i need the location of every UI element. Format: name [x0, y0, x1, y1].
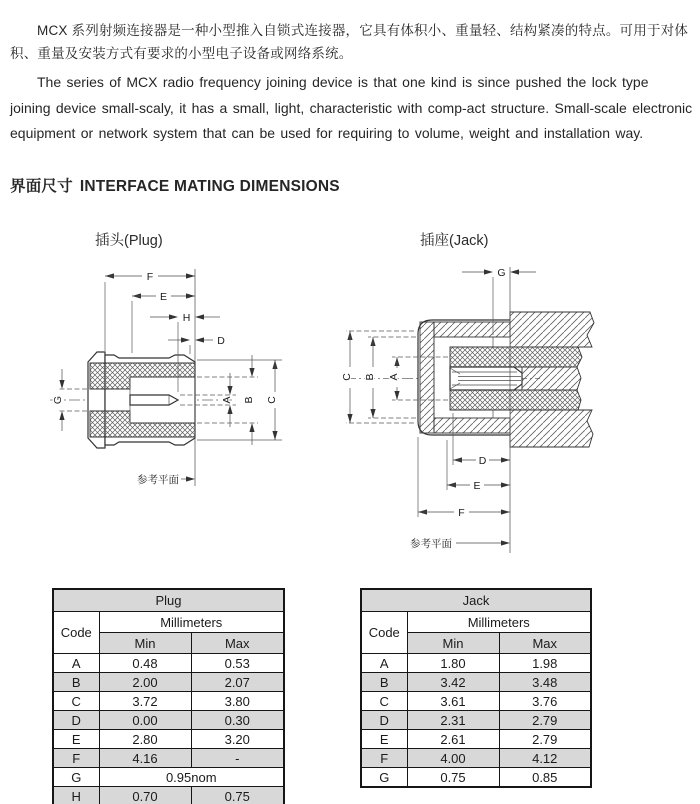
- dim-max-cell: 2.79: [499, 711, 591, 730]
- jack-socket-contact: [450, 367, 522, 390]
- jack-dim-label-e: E: [473, 480, 481, 492]
- plug-dim-label-h: H: [182, 312, 191, 324]
- plug-center-pin: [130, 395, 178, 405]
- dim-max-cell: -: [191, 749, 284, 768]
- jack-dimensions-table: [360, 588, 592, 788]
- plug-dim-label-c: C: [266, 396, 278, 404]
- section-heading-en: INTERFACE MATING DIMENSIONS: [79, 178, 340, 195]
- dim-max-cell: 0.85: [499, 768, 591, 788]
- jack-dim-label-b: B: [364, 373, 376, 381]
- dim-code-cell: G: [53, 768, 99, 787]
- table-row: [361, 730, 591, 749]
- plug-ref-plane-label: 参考平面: [137, 474, 179, 486]
- plug-drawing-title: 插头(Plug): [95, 233, 163, 249]
- dim-code-cell: E: [361, 730, 407, 749]
- table-row: [53, 654, 284, 673]
- table-row: [53, 768, 284, 787]
- dim-min-cell: 0.75: [407, 768, 499, 788]
- jack-back-wall: [420, 322, 434, 433]
- table-row: [361, 692, 591, 711]
- dim-max-cell: 1.98: [499, 654, 591, 673]
- dim-max-cell: 3.76: [499, 692, 591, 711]
- dim-min-cell: 4.16: [99, 749, 191, 768]
- dim-max-cell: 3.80: [191, 692, 284, 711]
- dim-code-cell: F: [361, 749, 407, 768]
- jack-shell-bottom-wall: [434, 418, 510, 433]
- table-row: [361, 673, 591, 692]
- jack-dim-label-a: A: [388, 373, 400, 381]
- jack-shell-top-wall: [434, 322, 510, 337]
- jack-insulator-top: [450, 347, 582, 367]
- dim-max-cell: 2.79: [499, 730, 591, 749]
- code-header: Code: [361, 612, 407, 654]
- table-row: [53, 673, 284, 692]
- table-title: Jack: [361, 589, 591, 612]
- dim-min-cell: 1.80: [407, 654, 499, 673]
- dim-min-cell: 2.00: [99, 673, 191, 692]
- dim-min-cell: 2.80: [99, 730, 191, 749]
- dim-max-cell: 3.20: [191, 730, 284, 749]
- table-row: [361, 654, 591, 673]
- dim-code-cell: E: [53, 730, 99, 749]
- jack-cross-section-drawing: [340, 255, 670, 570]
- plug-dim-label-a: A: [221, 396, 233, 404]
- dim-code-cell: B: [361, 673, 407, 692]
- jack-dim-label-c: C: [341, 373, 353, 381]
- dim-code-cell: C: [53, 692, 99, 711]
- section-heading-cn: 界面尺寸: [10, 178, 73, 195]
- dim-min-cell: 2.31: [407, 711, 499, 730]
- dim-max-cell: 2.07: [191, 673, 284, 692]
- dim-code-cell: A: [361, 654, 407, 673]
- unit-header: Millimeters: [407, 612, 591, 633]
- panel-block-bottom: [510, 410, 593, 447]
- dim-code-cell: D: [53, 711, 99, 730]
- jack-drawing-title: 插座(Jack): [420, 233, 489, 249]
- unit-header: Millimeters: [99, 612, 284, 633]
- dim-code-cell: C: [361, 692, 407, 711]
- plug-dim-label-f: F: [146, 271, 154, 283]
- dim-code-cell: D: [361, 711, 407, 730]
- dim-min-cell: 2.61: [407, 730, 499, 749]
- min-header: Min: [99, 633, 191, 654]
- dim-code-cell: B: [53, 673, 99, 692]
- max-header: Max: [191, 633, 284, 654]
- jack-dim-F: [418, 437, 510, 519]
- min-header: Min: [407, 633, 499, 654]
- table-row: [361, 749, 591, 768]
- dim-max-cell: 0.75: [191, 787, 284, 804]
- jack-dim-label-d: D: [478, 455, 487, 467]
- plug-dim-label-e: E: [159, 291, 168, 303]
- table-title-row: [53, 589, 284, 612]
- jack-ref-plane-label: 参考平面: [410, 538, 452, 550]
- table-row: [53, 749, 284, 768]
- plug-dim-label-g: G: [52, 395, 64, 405]
- jack-insulator-bottom: [450, 390, 581, 410]
- dim-min-cell: 0.00: [99, 711, 191, 730]
- dim-min-cell: 3.42: [407, 673, 499, 692]
- dim-span-cell: 0.95nom: [99, 768, 284, 787]
- panel-block-top: [510, 312, 594, 347]
- plug-dim-label-d: D: [217, 335, 225, 347]
- dim-code-cell: F: [53, 749, 99, 768]
- dim-min-cell: 0.70: [99, 787, 191, 804]
- dim-min-cell: 0.48: [99, 654, 191, 673]
- dim-min-cell: 3.61: [407, 692, 499, 711]
- dim-min-cell: 4.00: [407, 749, 499, 768]
- table-title-row: [361, 589, 591, 612]
- table-row: [53, 730, 284, 749]
- table-row: [53, 692, 284, 711]
- dim-max-cell: 4.12: [499, 749, 591, 768]
- jack-dielectric-mid: [522, 367, 581, 390]
- table-title: Plug: [53, 589, 284, 612]
- table-unit-row: [361, 612, 591, 633]
- table-unit-row: [53, 612, 284, 633]
- jack-dim-C: [341, 331, 414, 423]
- code-header: Code: [53, 612, 99, 654]
- table-row: [361, 768, 591, 788]
- plug-dim-D: [168, 335, 225, 354]
- section-heading: [10, 174, 340, 196]
- dim-code-cell: G: [361, 768, 407, 788]
- plug-body: [88, 352, 195, 448]
- dim-max-cell: 0.30: [191, 711, 284, 730]
- dim-code-cell: H: [53, 787, 99, 804]
- intro-paragraph-english: The series of MCX radio frequency joining device is that one kind is since pushed the lock type joining device small-scaly, it has a small, light, characteristic with comp-act structure. Small-scale electronic equipment or network system that can be used for requiring to volume, weight and installation way.: [10, 74, 693, 141]
- plug-cross-section-drawing: [30, 255, 330, 500]
- dim-max-cell: 0.53: [191, 654, 284, 673]
- plug-dim-label-b: B: [243, 396, 255, 404]
- dim-code-cell: A: [53, 654, 99, 673]
- intro-paragraph-chinese: MCX 系列射频连接器是一种小型推入自锁式连接器，它具有体积小、重量轻、结构紧凑的特点。可用于对体积、重量及安装方式有要求的小型电子设备或网络系统。: [10, 22, 689, 61]
- jack-dim-label-f: F: [458, 507, 465, 519]
- table-row: [53, 711, 284, 730]
- table-row: [53, 787, 284, 804]
- jack-dim-label-g: G: [497, 267, 506, 279]
- plug-dimensions-table: [52, 588, 285, 804]
- max-header: Max: [499, 633, 591, 654]
- dim-min-cell: 3.72: [99, 692, 191, 711]
- plug-reference-plane-callout: [137, 473, 195, 486]
- table-row: [361, 711, 591, 730]
- dim-max-cell: 3.48: [499, 673, 591, 692]
- jack-reference-plane-callout: [410, 537, 510, 550]
